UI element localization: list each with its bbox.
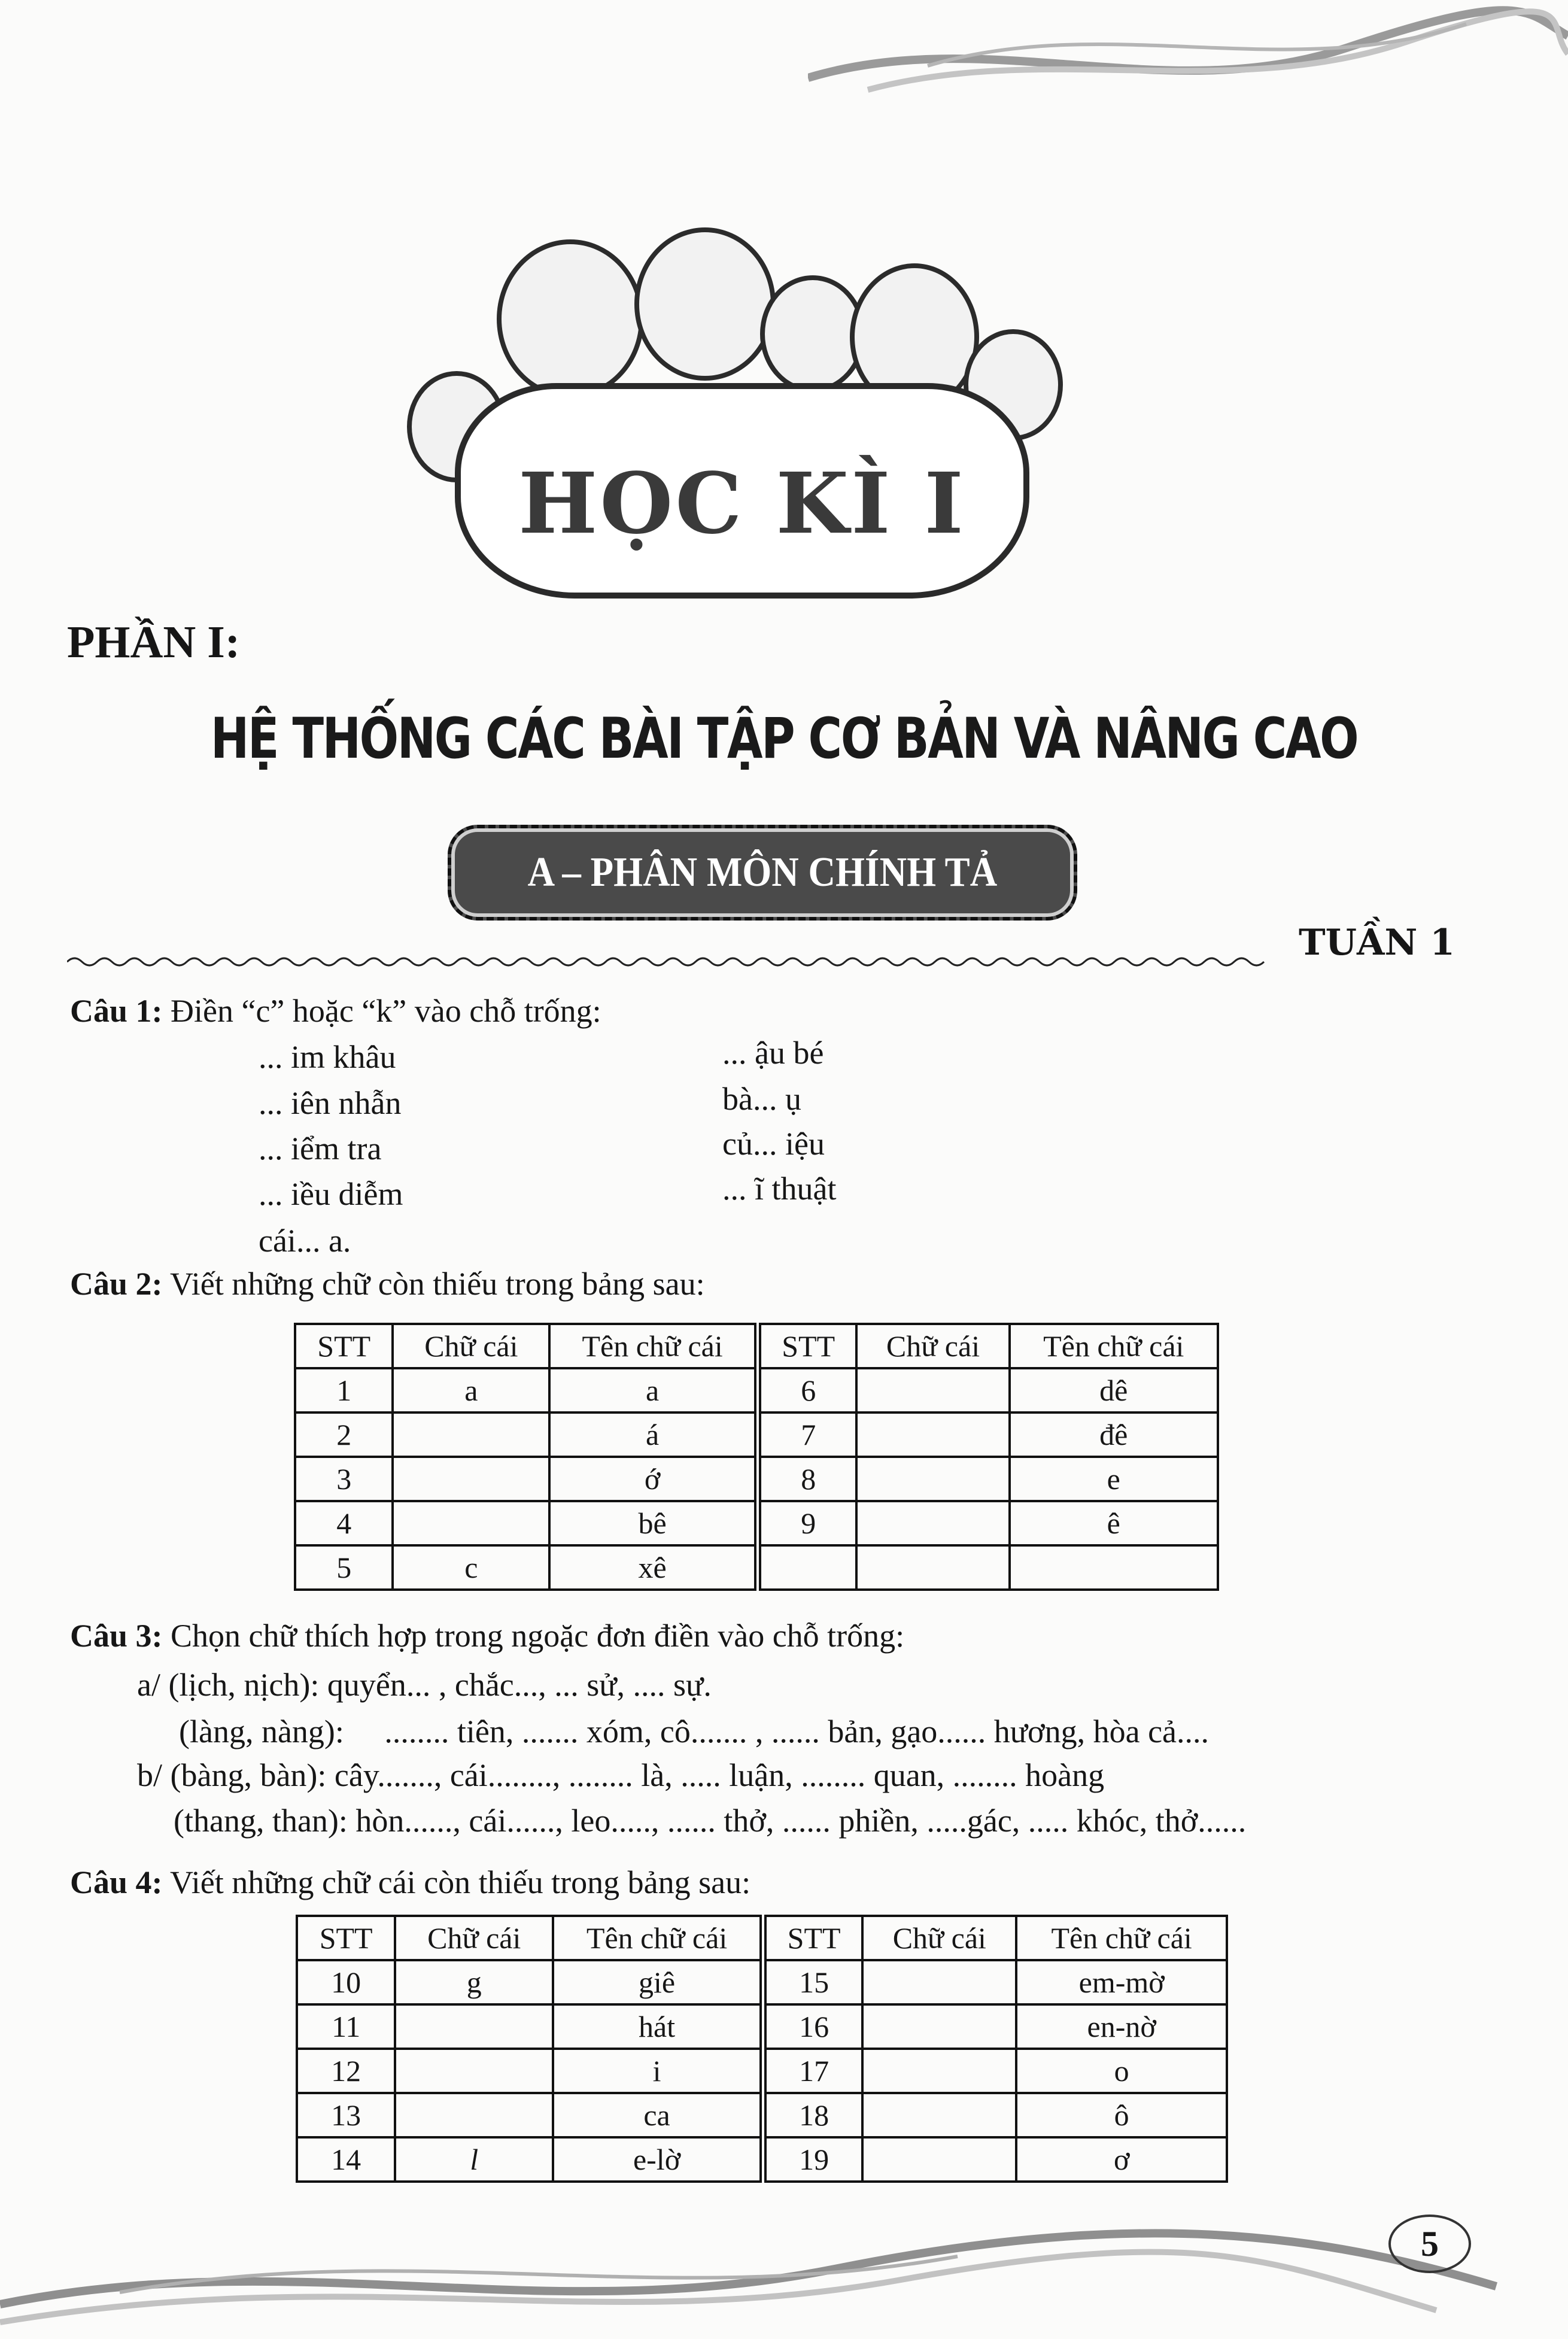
q1-item: ... ậu bé [722, 1035, 824, 1071]
table-cell: bê [549, 1501, 758, 1545]
question-1 [70, 995, 601, 1027]
table-cell: 6 [758, 1368, 857, 1412]
bottom-swoosh-decoration [0, 2209, 1568, 2339]
child-figure [634, 227, 776, 381]
page-number-text: 5 [1421, 2223, 1439, 2264]
week-label: TUẦN 1 [1299, 922, 1455, 964]
table-row [295, 1412, 1218, 1457]
table-cell: 19 [763, 2137, 862, 2182]
q1-item: ... ĩ thuật [722, 1171, 837, 1207]
column-header: Chữ cái [856, 1324, 1009, 1368]
table-row [295, 1501, 1218, 1545]
column-header: Chữ cái [862, 1916, 1016, 1960]
table-cell [393, 1457, 549, 1501]
q1-item: bà... ụ [722, 1081, 801, 1117]
table-cell: g [395, 1960, 553, 2004]
q3-line: (làng, nàng): ........ tiên, ....... xóm, cô....... , ...... bản, gạo...... hương, hòa cả.... [179, 1714, 1210, 1749]
table-cell [862, 2004, 1016, 2049]
table-cell [862, 2049, 1016, 2093]
table-cell [758, 1545, 857, 1590]
top-swoosh-decoration [808, 0, 1568, 120]
section-banner-text: A – PHÂN MÔN CHÍNH TẢ [527, 849, 998, 895]
table-cell: á [549, 1412, 758, 1457]
question-4 [70, 1866, 750, 1898]
table-cell: dê [1010, 1368, 1218, 1412]
table-cell: e [1010, 1457, 1218, 1501]
alphabet-table-1 [294, 1323, 1219, 1591]
table-cell: 18 [763, 2093, 862, 2137]
table-cell: xê [549, 1545, 758, 1590]
table-cell: 2 [295, 1412, 393, 1457]
table-row [297, 2004, 1227, 2049]
column-header: STT [297, 1916, 395, 1960]
column-header: Chữ cái [395, 1916, 553, 1960]
question-label: Câu 3: [70, 1618, 163, 1654]
table-cell: l [395, 2137, 553, 2182]
table-cell: a [549, 1368, 758, 1412]
q3-line: b/ (bàng, bàn): cây......., cái........, ........ là, ..... luận, ........ quan, ........ hoàng [137, 1757, 1105, 1793]
table-row [297, 2049, 1227, 2093]
table-cell: 14 [297, 2137, 395, 2182]
table-cell: ê [1010, 1501, 1218, 1545]
table-cell: ô [1016, 2093, 1227, 2137]
table-cell: hát [553, 2004, 763, 2049]
question-label: Câu 4: [70, 1864, 163, 1900]
table-cell: 9 [758, 1501, 857, 1545]
table-cell: ca [553, 2093, 763, 2137]
column-header: Chữ cái [393, 1324, 549, 1368]
question-prompt: Điền “c” hoặc “k” vào chỗ trống: [171, 993, 601, 1029]
child-figure [497, 239, 644, 399]
table-cell: 11 [297, 2004, 395, 2049]
table-row [297, 2137, 1227, 2182]
table-cell [856, 1457, 1009, 1501]
table-cell [395, 2049, 553, 2093]
table-cell: 17 [763, 2049, 862, 2093]
table-cell [395, 2093, 553, 2137]
semester-title: HỌC KÌ I [518, 455, 966, 553]
table-cell: em-mờ [1016, 1960, 1227, 2004]
question-prompt: Viết những chữ còn thiếu trong bảng sau: [170, 1266, 705, 1302]
table-cell: 15 [763, 1960, 862, 2004]
q1-item: ... iểm tra [259, 1131, 382, 1167]
table-cell [393, 1412, 549, 1457]
q1-item: ... iều diễm [259, 1176, 403, 1212]
table-row [297, 2093, 1227, 2137]
table-cell [856, 1501, 1009, 1545]
table-cell [856, 1412, 1009, 1457]
column-header: STT [295, 1324, 393, 1368]
table-header-row [295, 1324, 1218, 1368]
table-cell: 10 [297, 1960, 395, 2004]
table-cell: a [393, 1368, 549, 1412]
column-header: Tên chữ cái [553, 1916, 763, 1960]
table-cell [395, 2004, 553, 2049]
section-banner [448, 825, 1077, 921]
table-cell [856, 1368, 1009, 1412]
q1-item: ... iên nhẫn [259, 1085, 402, 1121]
table-cell [862, 2137, 1016, 2182]
alphabet-table-2 [296, 1915, 1228, 2183]
q3-line: (thang, than): hòn......, cái......, leo....., ...... thở, ...... phiền, .....gác, ..... khóc, thở...... [174, 1803, 1247, 1839]
table-cell: i [553, 2049, 763, 2093]
question-2 [70, 1268, 705, 1300]
column-header: Tên chữ cái [549, 1324, 758, 1368]
q3-line: a/ (lịch, nịch): quyển... , chắc..., ... sử, .... sự. [137, 1667, 712, 1703]
table-cell [856, 1545, 1009, 1590]
table-cell [862, 2093, 1016, 2137]
q1-item: cái... a. [259, 1223, 351, 1259]
table-cell: ơ [1016, 2137, 1227, 2182]
q1-item: củ... iệu [722, 1126, 825, 1162]
table-cell: 8 [758, 1457, 857, 1501]
table-cell: 1 [295, 1368, 393, 1412]
table-cell: 7 [758, 1412, 857, 1457]
table-cell: 12 [297, 2049, 395, 2093]
question-3 [70, 1620, 904, 1652]
wavy-divider [67, 953, 1270, 971]
table-cell: 16 [763, 2004, 862, 2049]
table-cell: 5 [295, 1545, 393, 1590]
table-cell: c [393, 1545, 549, 1590]
table-cell: ớ [549, 1457, 758, 1501]
table-cell: 3 [295, 1457, 393, 1501]
question-prompt: Chọn chữ thích hợp trong ngoặc đơn điền vào chỗ trống: [171, 1618, 905, 1654]
table-cell: 13 [297, 2093, 395, 2137]
question-label: Câu 2: [70, 1266, 163, 1302]
table-row [297, 1960, 1227, 2004]
table-cell: o [1016, 2049, 1227, 2093]
table-row [295, 1457, 1218, 1501]
table-cell: giê [553, 1960, 763, 2004]
table-header-row [297, 1916, 1227, 1960]
table-row [295, 1368, 1218, 1412]
table-cell [393, 1501, 549, 1545]
table-cell [1010, 1545, 1218, 1590]
q1-item: ... im khâu [259, 1039, 396, 1075]
part-title: HỆ THỐNG CÁC BÀI TẬP CƠ BẢN VÀ NÂNG CAO [210, 706, 1358, 771]
table-cell [862, 1960, 1016, 2004]
table-cell: en-nờ [1016, 2004, 1227, 2049]
question-prompt: Viết những chữ cái còn thiếu trong bảng sau: [170, 1864, 751, 1900]
table-cell: e-lờ [553, 2137, 763, 2182]
column-header: Tên chữ cái [1010, 1324, 1218, 1368]
table-cell: đê [1010, 1412, 1218, 1457]
question-label: Câu 1: [70, 993, 163, 1029]
table-row [295, 1545, 1218, 1590]
column-header: STT [758, 1324, 857, 1368]
table-cell: 4 [295, 1501, 393, 1545]
column-header: Tên chữ cái [1016, 1916, 1227, 1960]
page-number [1388, 2215, 1471, 2273]
column-header: STT [763, 1916, 862, 1960]
part-label: PHẦN I: [67, 617, 241, 667]
